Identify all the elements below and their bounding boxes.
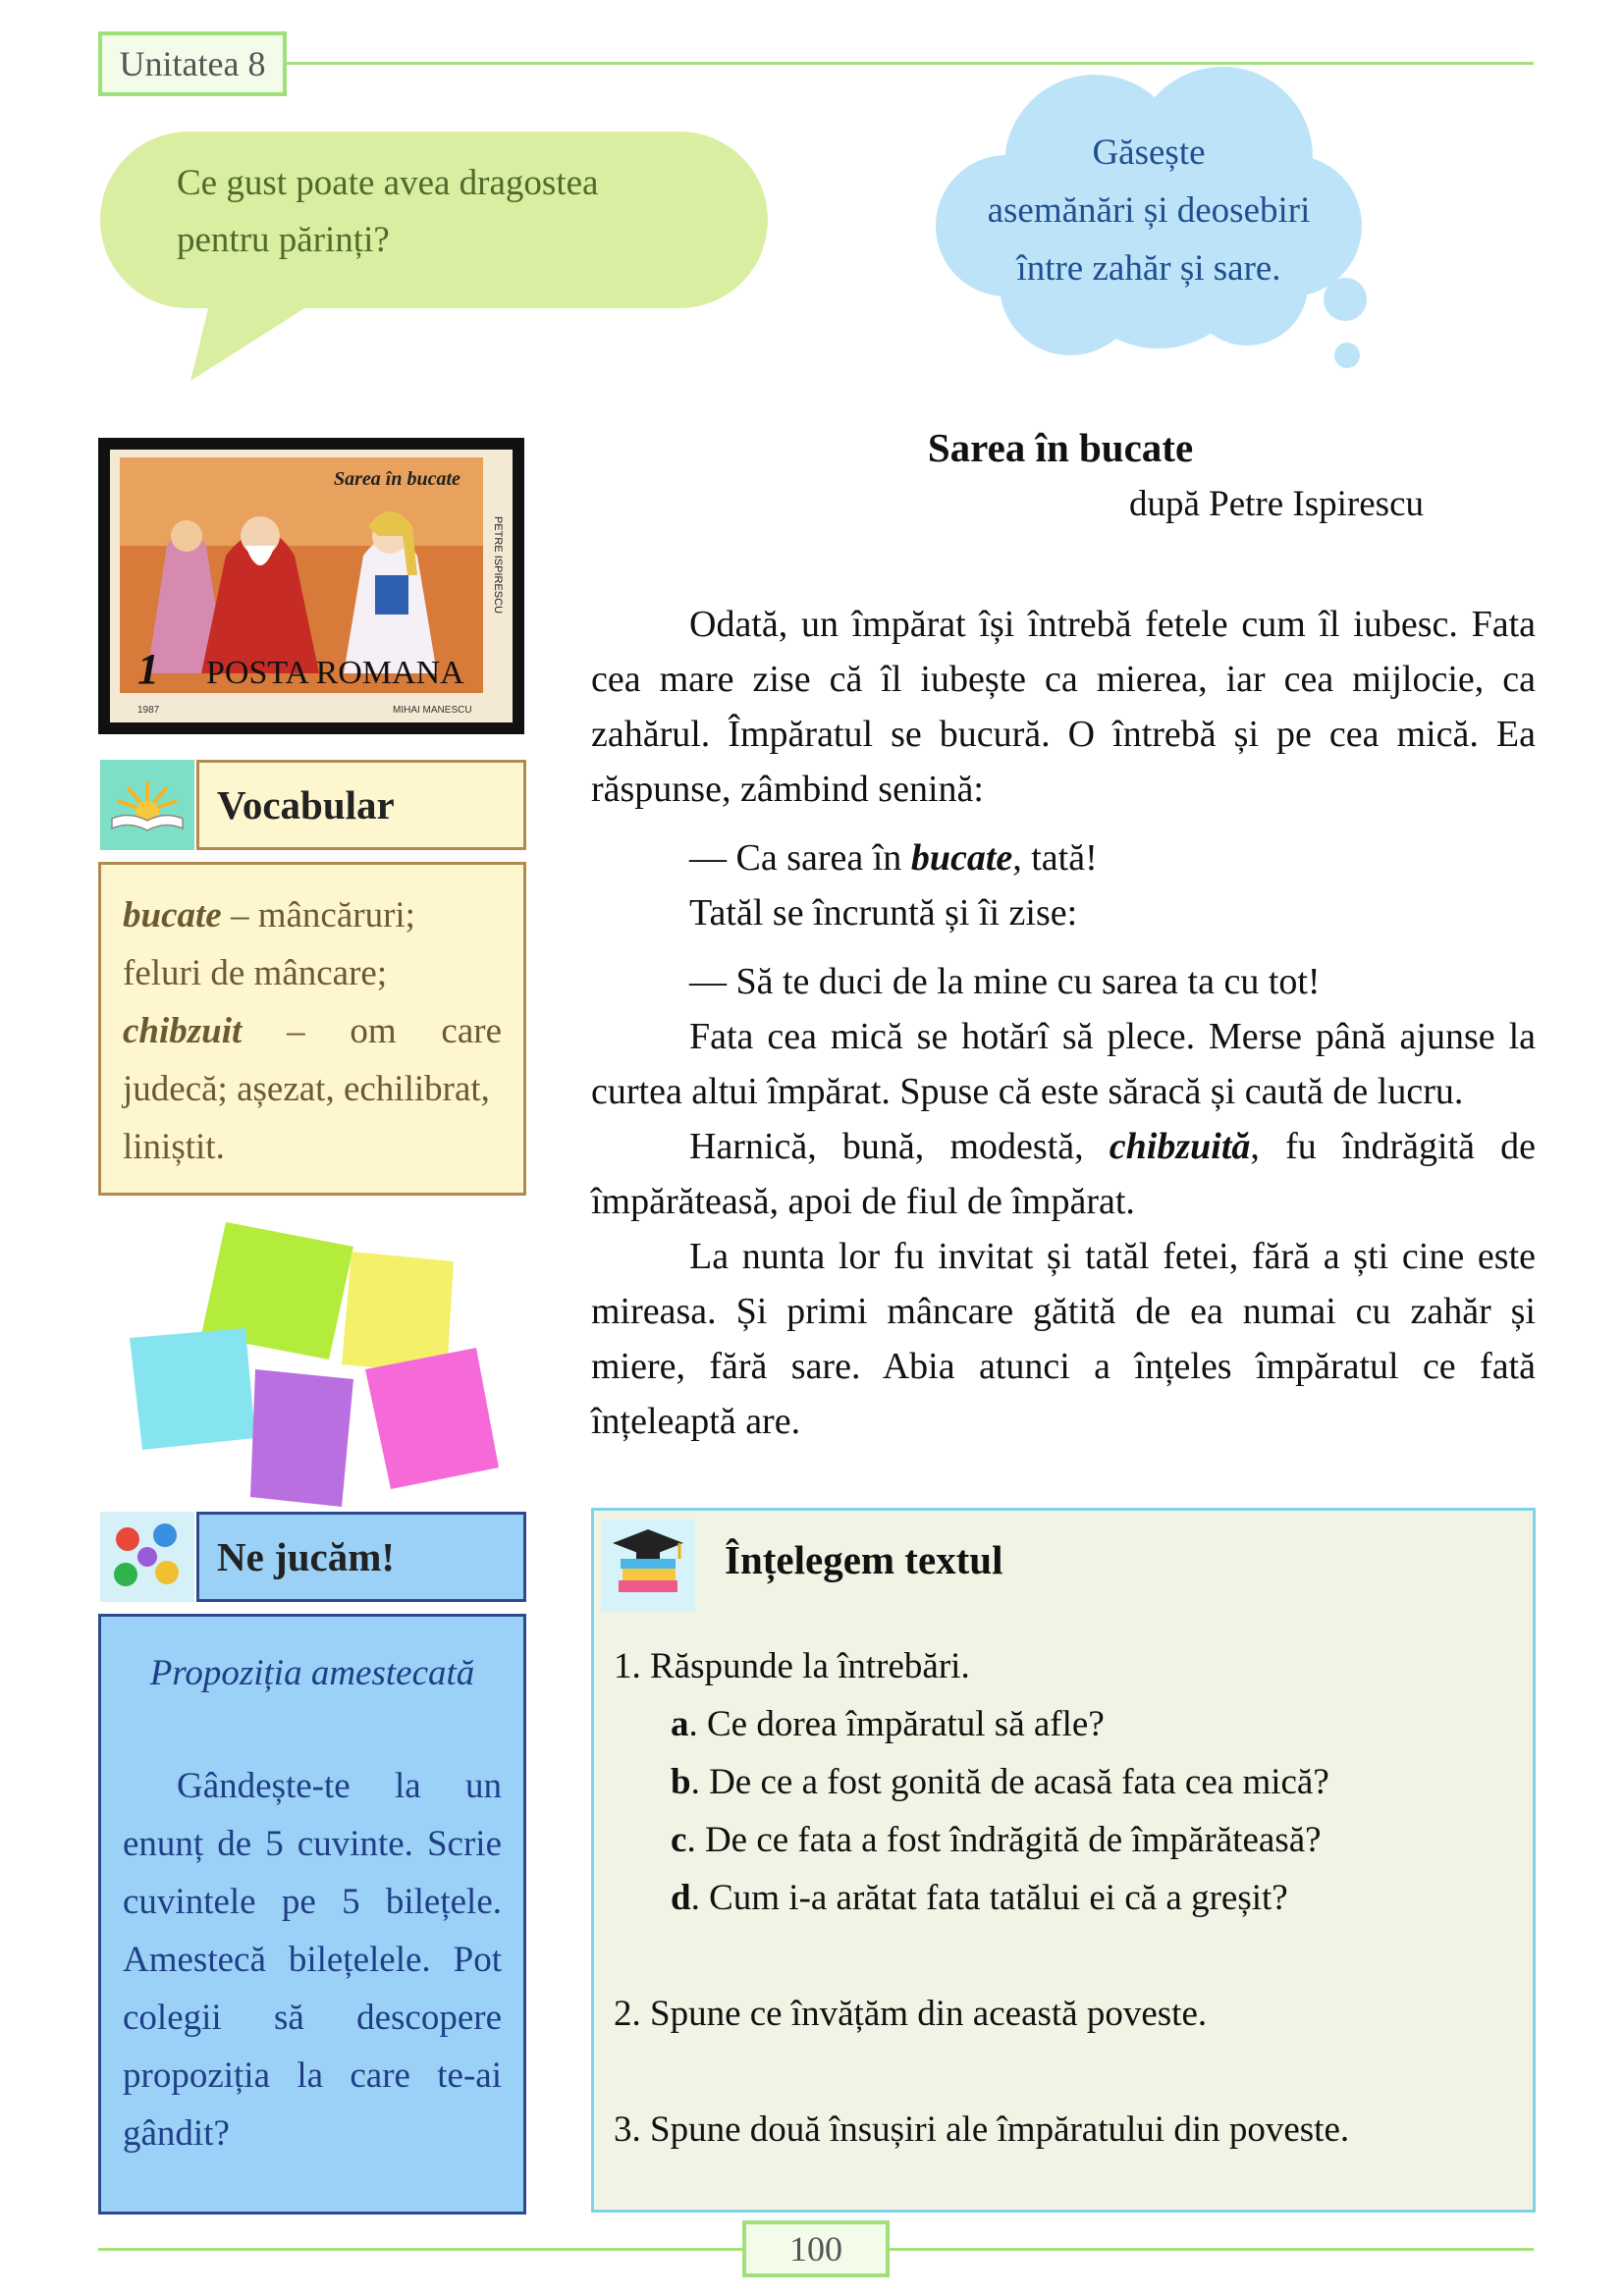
story-dialogue-part: , tată! xyxy=(1012,837,1098,879)
vocab-entry-chibzuit xyxy=(123,1002,502,1060)
speech-bubble-text xyxy=(177,155,687,269)
question-1c xyxy=(614,1811,1517,1869)
story-paragraph: La nunta lor fu invitat și tatăl fetei, fără a ști cine este mireasa. Și primi mâncare gătită de ea numai cu zahăr și miere, fără sare. Abia atunci a înțeles împăratul ce fată înțeleaptă are. xyxy=(591,1236,1536,1442)
question-letter: b xyxy=(671,1762,691,1802)
footer-divider-left xyxy=(98,2248,742,2251)
story-dialogue xyxy=(591,830,1536,885)
story-paragraph: Tatăl se încruntă și îi zise: xyxy=(689,892,1078,934)
speech-line-2: pentru părinți? xyxy=(177,220,390,260)
vocab-dash: – xyxy=(287,1011,305,1051)
question-text: . Cum i-a arătat fata tatălui ei că a greșit? xyxy=(690,1878,1288,1918)
stamp-title: Sarea în bucate xyxy=(334,468,460,490)
book-sun-icon xyxy=(100,760,194,850)
question-letter: c xyxy=(671,1820,687,1860)
colorful-hands-icon xyxy=(100,1512,194,1602)
vocabulary-heading xyxy=(196,760,526,850)
stamp-value: 1 xyxy=(137,645,159,693)
game-title: Propoziția amestecată xyxy=(149,1653,475,1693)
question-1b xyxy=(614,1753,1517,1811)
story-paragraph-part: Harnică, bună, modestă, xyxy=(689,1126,1110,1167)
vocabulary-box xyxy=(98,862,526,1196)
question-letter: d xyxy=(671,1878,691,1918)
vocab-def: liniștit. xyxy=(123,1127,225,1167)
vocabulary-heading-text: Vocabular xyxy=(217,782,395,828)
cloud-text xyxy=(933,124,1365,297)
stamp-year: 1987 xyxy=(137,705,160,716)
stamp-country: POSTA ROMANA xyxy=(206,655,464,691)
understanding-questions xyxy=(614,1637,1517,2159)
cloud-line-3: între zahăr și sare. xyxy=(1016,248,1281,289)
books-graduation-cap-icon xyxy=(601,1520,695,1612)
vocab-term: chibzuit xyxy=(123,1011,243,1051)
understanding-heading: Înțelegem textul xyxy=(725,1537,1003,1582)
story-paragraph: Odată, un împărat își întrebă fetele cum îl iubesc. Fata cea mare zise că îl iubește ca mierea, iar cea mijlocie, ca zahărul. Împăratul se bucură. O întrebă și pe cea mică. Ea răspunse, zâmbind senină: xyxy=(591,604,1536,810)
game-body xyxy=(123,1757,502,2163)
stamp-artist: MIHAI MANESCU xyxy=(393,705,472,716)
vocab-def: om xyxy=(350,1011,397,1051)
game-heading xyxy=(196,1512,526,1602)
question-1d xyxy=(614,1869,1517,1927)
vocab-def: – mâncăruri; xyxy=(221,895,415,935)
postage-stamp-image xyxy=(98,438,524,734)
cloud-line-2: asemănări și deosebiri xyxy=(987,190,1311,231)
question-text: . De ce a fost gonită de acasă fata cea mică? xyxy=(690,1762,1329,1802)
vocab-def: feluri de mâncare; xyxy=(123,953,388,993)
story-paragraph-part: , fu îndrăgită de împărăteasă, apoi de fiul de împărat. xyxy=(591,1126,1536,1222)
sticky-notes-image xyxy=(108,1222,520,1507)
stamp-author: PETRE ISPIRESCU xyxy=(492,516,504,614)
question-letter: a xyxy=(671,1704,689,1744)
question-1a xyxy=(614,1695,1517,1753)
story-paragraph xyxy=(591,1119,1536,1229)
unit-label-text: Unitatea 8 xyxy=(119,44,266,83)
game-body-text: Gândește-te la un enunț de 5 cuvinte. Scrie cuvintele pe 5 bilețele. Amestecă bilețelele. Pot colegii să descopere propoziția la care te-ai gândit? xyxy=(123,1766,502,2154)
question-2: 2. Spune ce învățăm din această poveste. xyxy=(614,1994,1208,2034)
cloud-line-1: Găsește xyxy=(1092,133,1206,173)
question-1: 1. Răspunde la întrebări. xyxy=(614,1646,970,1686)
vocab-term: bucate xyxy=(123,895,222,935)
story-paragraph: Fata cea mică se hotărî să plece. Merse până ajunse la curtea altui împărat. Spuse că este săracă și caută de lucru. xyxy=(591,1016,1536,1112)
story-dialogue: — Să te duci de la mine cu sarea ta cu tot! xyxy=(689,961,1321,1002)
story-title: Sarea în bucate xyxy=(927,425,1194,470)
question-text: . De ce fata a fost îndrăgită de împărăteasă? xyxy=(686,1820,1322,1860)
question-text: . Ce dorea împăratul să afle? xyxy=(688,1704,1105,1744)
game-heading-text: Ne jucăm! xyxy=(217,1534,396,1579)
unit-label xyxy=(98,31,287,96)
story-text xyxy=(591,597,1536,1449)
vocab-def: care xyxy=(441,1011,502,1051)
speech-line-1: Ce gust poate avea dragostea xyxy=(177,163,599,203)
vocab-def: judecă; așezat, echilibrat, xyxy=(123,1069,490,1109)
footer-divider-right xyxy=(890,2248,1534,2251)
page-number-text: 100 xyxy=(789,2229,842,2269)
vocab-entry-bucate xyxy=(123,886,502,944)
story-author: după Petre Ispirescu xyxy=(1128,484,1424,524)
story-highlight-word: chibzuită xyxy=(1109,1126,1251,1167)
story-dialogue-part: — Ca sarea în xyxy=(689,837,911,879)
story-highlight-word: bucate xyxy=(910,837,1013,879)
question-3: 3. Spune două însușiri ale împăratului din poveste. xyxy=(614,2109,1350,2150)
page-number xyxy=(742,2220,890,2277)
game-box xyxy=(98,1614,526,2215)
